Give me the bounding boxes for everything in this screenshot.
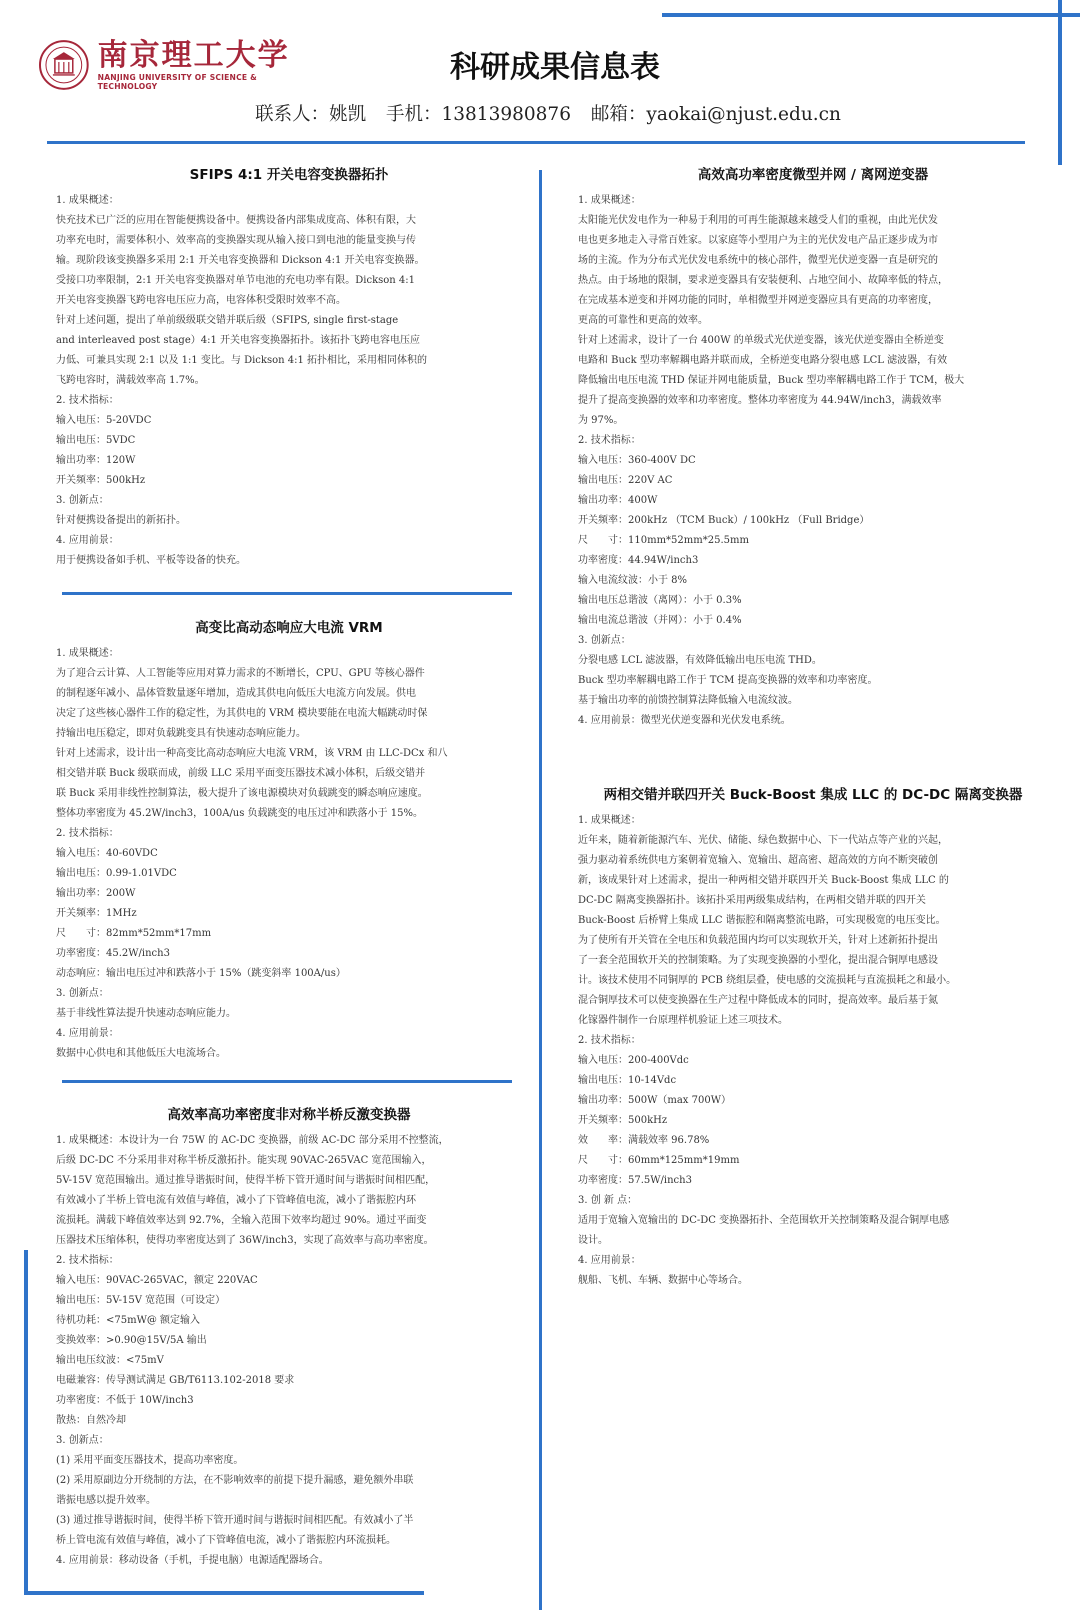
section-text-line: 针对上述需求，设计了一台 400W 的单级式光伏逆变器，该光伏逆变器由全桥逆变	[578, 335, 944, 346]
section-text-line: 输出功率：200W	[56, 888, 136, 899]
section-text-line: 4. 应用前景：微型光伏逆变器和光伏发电系统。	[578, 715, 791, 726]
section-text-line: 输出电压纹波：<75mV	[56, 1355, 164, 1366]
section-text-line: 新，该成果针对上述需求，提出一种两相交错并联四开关 Buck-Boost 集成 LLC 的	[578, 875, 949, 886]
logo-english-name: NANJING UNIVERSITY OF SCIENCE & TECHNOLOGY	[97, 73, 257, 91]
section-text-line: 降低输出电压电流 THD 保证并网电能质量，Buck 型功率解耦电路工作于 TCM，极大	[578, 375, 965, 386]
section-text-line: 开关电容变换器飞跨电容电压应力高，电容体积受限时效率不高。	[56, 295, 346, 306]
section-text-line: 变换效率：>0.90@15V/5A 输出	[56, 1335, 207, 1346]
section-text-line: 在完成基本逆变和并网功能的同时，单相微型并网逆变器应具有更高的功率密度，	[578, 295, 938, 306]
section-text-line: 为了迎合云计算、人工智能等应用对算力需求的不断增长，CPU、GPU 等核心器件	[56, 668, 425, 679]
section-text-line: 待机功耗：<75mW@ 额定输入	[56, 1315, 201, 1326]
section-text-line: 力低、可兼具实现 2:1 以及 1:1 变比。与 Dickson 4:1 拓扑相比，采用相同体积的	[56, 355, 428, 366]
section-text-line: 针对上述需求，设计出一种高变比高动态响应大电流 VRM，该 VRM 由 LLC-DCx 和八	[56, 748, 448, 759]
section-buck-boost-llc	[578, 785, 1048, 1291]
section-text-line: 近年来，随着新能源汽车、光伏、储能、绿色数据中心、下一代站点等产业的兴起，	[578, 835, 948, 846]
section-text-line: 飞跨电容时，满载效率高 1.7%。	[56, 375, 205, 386]
section-text-line: 分裂电感 LCL 滤波器，有效降低输出电压电流 THD。	[578, 655, 822, 666]
section-text-line: 输入电压：5-20VDC	[56, 415, 152, 426]
section-text-line: 联 Buck 采用非线性控制算法，极大提升了该电源模块对负载跳变的瞬态响应速度。	[56, 788, 428, 799]
section-text-line: 输出功率：120W	[56, 455, 136, 466]
section-text-line: 设计。	[578, 1235, 608, 1246]
section-text-line: 2. 技术指标：	[56, 1255, 119, 1266]
section-text-line: 输出电压：220V AC	[578, 475, 673, 486]
section-text-line: 3. 创 新 点：	[578, 1195, 638, 1206]
section-text-line: 输出电压：5VDC	[56, 435, 136, 446]
section-text-line: DC-DC 隔离变换器拓扑。该拓扑采用两级集成结构，在两相交错并联的四开关	[578, 895, 926, 906]
section-text-line: 输出电压：5V-15V 宽范围（可设定）	[56, 1295, 226, 1306]
section-text-line: 尺 寸：82mm*52mm*17mm	[56, 928, 212, 939]
logo-chinese-name: 南京理工大学	[97, 38, 290, 73]
section-text-line: 谐振电感以提升效率。	[56, 1495, 156, 1506]
section-text-line: (3) 通过推导谐振时间，使得半桥下管开通时间与谐振时间相匹配。有效减小了半	[56, 1515, 414, 1526]
section-text-line: 更高的可靠性和更高的效率。	[578, 315, 708, 326]
section-text-line: 太阳能光伏发电作为一种易于利用的可再生能源越来越受人们的重视，由此光伏发	[578, 215, 938, 226]
contact-email: 邮箱：yaokai@njust.edu.cn	[590, 104, 841, 125]
section-text-line: 场的主流。作为分布式光伏发电系统中的核心部件，微型光伏逆变器一直是研究的	[578, 255, 938, 266]
section-text-line: 输出电压总谐波（离网）：小于 0.3%	[578, 595, 742, 606]
section-text-line: 为 97%。	[578, 415, 624, 426]
section-text-line: 热点。由于场地的限制，要求逆变器具有安装便利、占地空间小、故障率低的特点，	[578, 275, 948, 286]
section-text-line: 为了使所有开关管在全电压和负载范围内均可以实现软开关，针对上述新拓扑提出	[578, 935, 938, 946]
section-text-line: 4. 应用前景：	[56, 535, 119, 546]
section-inverter	[578, 165, 1048, 731]
section-text-line: 输入电压：200-400Vdc	[578, 1055, 689, 1066]
section-text-line: 提升了提高变换器的效率和功率密度。整体功率密度为 44.94W/inch3，满载效率	[578, 395, 942, 406]
section-title: 高变比高动态响应大电流 VRM	[195, 620, 383, 636]
section-text-line: 桥上管电流有效值与峰值，减小了下管峰值电流，减小了谐振腔内环流损耗。	[56, 1535, 396, 1546]
section-text-line: 3. 创新点：	[56, 988, 109, 999]
section-text-line: 开关频率：500kHz	[56, 475, 146, 486]
section-text-line: 输出电流总谐波（并网）：小于 0.4%	[578, 615, 742, 626]
section-text-line: Buck 型功率解耦电路工作于 TCM 提高变换器的效率和功率密度。	[578, 675, 878, 686]
section-text-line: 持输出电压稳定，即对负载跳变具有快速动态响应能力。	[56, 728, 306, 739]
section-title: SFIPS 4:1 开关电容变换器拓扑	[189, 167, 389, 183]
section-title: 两相交错并联四开关 Buck-Boost 集成 LLC 的 DC-DC 隔离变换器	[603, 787, 1023, 803]
section-text-line: 功率密度：57.5W/inch3	[578, 1175, 692, 1186]
section-text-line: 4. 应用前景：	[56, 1028, 119, 1039]
section-text-line: 输出电压：10-14Vdc	[578, 1075, 677, 1086]
section-text-line: 2. 技术指标：	[56, 828, 119, 839]
section-text-line: 散热：自然冷却	[56, 1415, 126, 1426]
section-text-line: 输入电压：40-60VDC	[56, 848, 158, 859]
column-divider	[539, 170, 542, 1610]
section-text-line: 流损耗。满载下峰值效率达到 92.7%，全输入范围下效率均超过 90%。通过平面变	[56, 1215, 427, 1226]
section-text-line: 数据中心供电和其他低压大电流场合。	[56, 1048, 226, 1059]
section-text-line: 1. 成果概述：	[56, 648, 119, 659]
section-flyback	[56, 1105, 522, 1571]
section-text-line: 2. 技术指标：	[578, 1035, 641, 1046]
section-text-line: 用于便携设备如手机、平板等设备的快充。	[56, 555, 246, 566]
section-text-line: 化镓器件制作一台原理样机验证上述三项技术。	[578, 1015, 788, 1026]
section-text-line: 混合铜厚技术可以使变换器在生产过程中降低成本的同时，提高效率。最后基于氮	[578, 995, 938, 1006]
section-text-line: 有效减小了半桥上管电流有效值与峰值，减小了下管峰值电流，减小了谐振腔内环	[56, 1195, 416, 1206]
section-text-line: 输入电压：90VAC-265VAC，额定 220VAC	[56, 1275, 258, 1286]
section-text-line: 电路和 Buck 型功率解耦电路并联而成，全桥逆变电路分裂电感 LCL 滤波器，有效	[578, 355, 948, 366]
section-text-line: 基于非线性算法提升快速动态响应能力。	[56, 1008, 236, 1019]
section-text-line: 基于输出功率的前馈控制算法降低输入电流纹波。	[578, 695, 798, 706]
section-text-line: 输。现阶段该变换器多采用 2:1 开关电容变换器和 Dickson 4:1 开关电容变换器。	[56, 255, 425, 266]
contact-phone: 手机：13813980876	[386, 104, 571, 125]
section-text-line: 3. 创新点：	[56, 495, 109, 506]
section-text-line: 1. 成果概述：	[578, 815, 641, 826]
section-text-line: 输出功率：500W（max 700W）	[578, 1095, 731, 1106]
section-text-line: 电也更多地走入寻常百姓家。以家庭等小型用户为主的光伏发电产品正逐步成为市	[578, 235, 938, 246]
section-text-line: 1. 成果概述：本设计为一台 75W 的 AC-DC 变换器，前级 AC-DC 部分采用不控整流，	[56, 1135, 449, 1146]
section-text-line: 快充技术已广泛的应用在智能便携设备中。便携设备内部集成度高、体积有限，大	[56, 215, 416, 226]
section-text-line: (1) 采用平面变压器技术，提高功率密度。	[56, 1455, 244, 1466]
section-text-line: 尺 寸：110mm*52mm*25.5mm	[578, 535, 749, 546]
section-text-line: 功率密度：45.2W/inch3	[56, 948, 170, 959]
section-text-line: 3. 创新点：	[578, 635, 631, 646]
section-text-line: 针对便携设备提出的新拓扑。	[56, 515, 186, 526]
bottom-left-accent-bar	[24, 1250, 28, 1595]
section-text-line: 输出功率：400W	[578, 495, 658, 506]
section-text-line: 整体功率密度为 45.2W/inch3，100A/us 负载跳变的电压过冲和跌落小于 15%。	[56, 808, 423, 819]
divider-left-1	[62, 592, 512, 595]
section-text-line: 2. 技术指标：	[56, 395, 119, 406]
section-text-line: 动态响应：输出电压过冲和跌落小于 15%（跳变斜率 100A/us）	[56, 968, 346, 979]
section-text-line: 开关频率：200kHz （TCM Buck）/ 100kHz （Full Bridge）	[578, 515, 870, 526]
bottom-accent-bar	[24, 1591, 424, 1595]
section-text-line: and interleaved post stage）4:1 开关电容变换器拓扑。该拓扑飞跨电容电压应	[56, 335, 421, 346]
section-text-line: 强力驱动着系统供电方案朝着宽输入、宽输出、超高密、超高效的方向不断突破创	[578, 855, 938, 866]
section-text-line: 输入电压：360-400V DC	[578, 455, 696, 466]
header-divider	[47, 141, 1025, 144]
section-text-line: 了一套全范围软开关的控制策略。为了实现变换器的小型化，提出混合铜厚电感设	[578, 955, 938, 966]
section-text-line: 4. 应用前景：	[578, 1255, 641, 1266]
section-text-line: Buck-Boost 后桥臂上集成 LLC 谐振腔和隔离整流电路，可实现极宽的电压变比。	[578, 915, 946, 926]
section-text-line: 4. 应用前景：移动设备（手机，手提电脑）电源适配器场合。	[56, 1555, 329, 1566]
section-text-line: 功率充电时，需要体积小、效率高的变换器实现从输入接口到电池的能量变换与传	[56, 235, 416, 246]
section-text-line: 电磁兼容：传导测试满足 GB/T6113.102-2018 要求	[56, 1375, 295, 1386]
contact-line	[0, 100, 1080, 126]
page-title: 科研成果信息表	[450, 50, 660, 85]
section-sfips	[56, 165, 522, 571]
section-text-line: 后级 DC-DC 不分采用非对称半桥反激拓扑。能实现 90VAC-265VAC 宽范围输入，	[56, 1155, 432, 1166]
section-text-line: 适用于宽输入宽输出的 DC-DC 变换器拓扑、全范围软开关控制策略及混合铜厚电感	[578, 1215, 950, 1226]
section-text-line: 决定了这些核心器件工作的稳定性，为其供电的 VRM 模块要能在电流大幅跳动时保	[56, 708, 428, 719]
section-text-line: 效 率：满载效率 96.78%	[578, 1135, 710, 1146]
section-text-line: 舰船、飞机、车辆、数据中心等场合。	[578, 1275, 748, 1286]
section-text-line: 针对上述问题，提出了单前级级联交错并联后级（SFIPS, single first-stage	[56, 315, 399, 326]
section-text-line: 开关频率：500kHz	[578, 1115, 668, 1126]
section-text-line: 计。该技术使用不同铜厚的 PCB 绕组层叠，使电感的交流损耗与直流损耗之和最小。	[578, 975, 957, 986]
section-text-line: 3. 创新点：	[56, 1435, 109, 1446]
section-text-line: 的制程逐年减小、晶体管数量逐年增加，造成其供电向低压大电流方向发展。供电	[56, 688, 416, 699]
section-text-line: 1. 成果概述：	[578, 195, 641, 206]
divider-left-2	[62, 1080, 512, 1083]
section-text-line: 开关频率：1MHz	[56, 908, 137, 919]
section-text-line: 相交错并联 Buck 级联而成，前级 LLC 采用平面变压器技术减小体积，后级交错并	[56, 768, 426, 779]
section-text-line: (2) 采用原副边分开绕制的方法，在不影响效率的前提下提升漏感，避免额外串联	[56, 1475, 414, 1486]
section-text-line: 受接口功率限制，2:1 开关电容变换器对单节电池的充电功率有限。Dickson 4:1	[56, 275, 416, 286]
section-text-line: 1. 成果概述：	[56, 195, 119, 206]
section-text-line: 压器技术压缩体积，使得功率密度达到了 36W/inch3，实现了高效率与高功率密度。	[56, 1235, 434, 1246]
section-text-line: 5V-15V 宽范围输出。通过推导谐振时间，使得半桥下管开通时间与谐振时间相匹配，	[56, 1175, 436, 1186]
section-text-line: 功率密度：不低于 10W/inch3	[56, 1395, 194, 1406]
section-text-line: 2. 技术指标：	[578, 435, 641, 446]
section-text-line: 输出电压：0.99-1.01VDC	[56, 868, 177, 879]
section-title: 高效率高功率密度非对称半桥反激变换器	[167, 1107, 411, 1123]
section-text-line: 尺 寸：60mm*125mm*19mm	[578, 1155, 740, 1166]
section-text-line: 输入电流纹波：小于 8%	[578, 575, 688, 586]
contact-person: 联系人：姚凯	[255, 104, 367, 125]
section-title: 高效高功率密度微型并网 / 离网逆变器	[697, 167, 929, 183]
section-vrm	[56, 618, 522, 1064]
top-accent-bar	[662, 13, 1080, 17]
section-text-line: 功率密度：44.94W/inch3	[578, 555, 699, 566]
